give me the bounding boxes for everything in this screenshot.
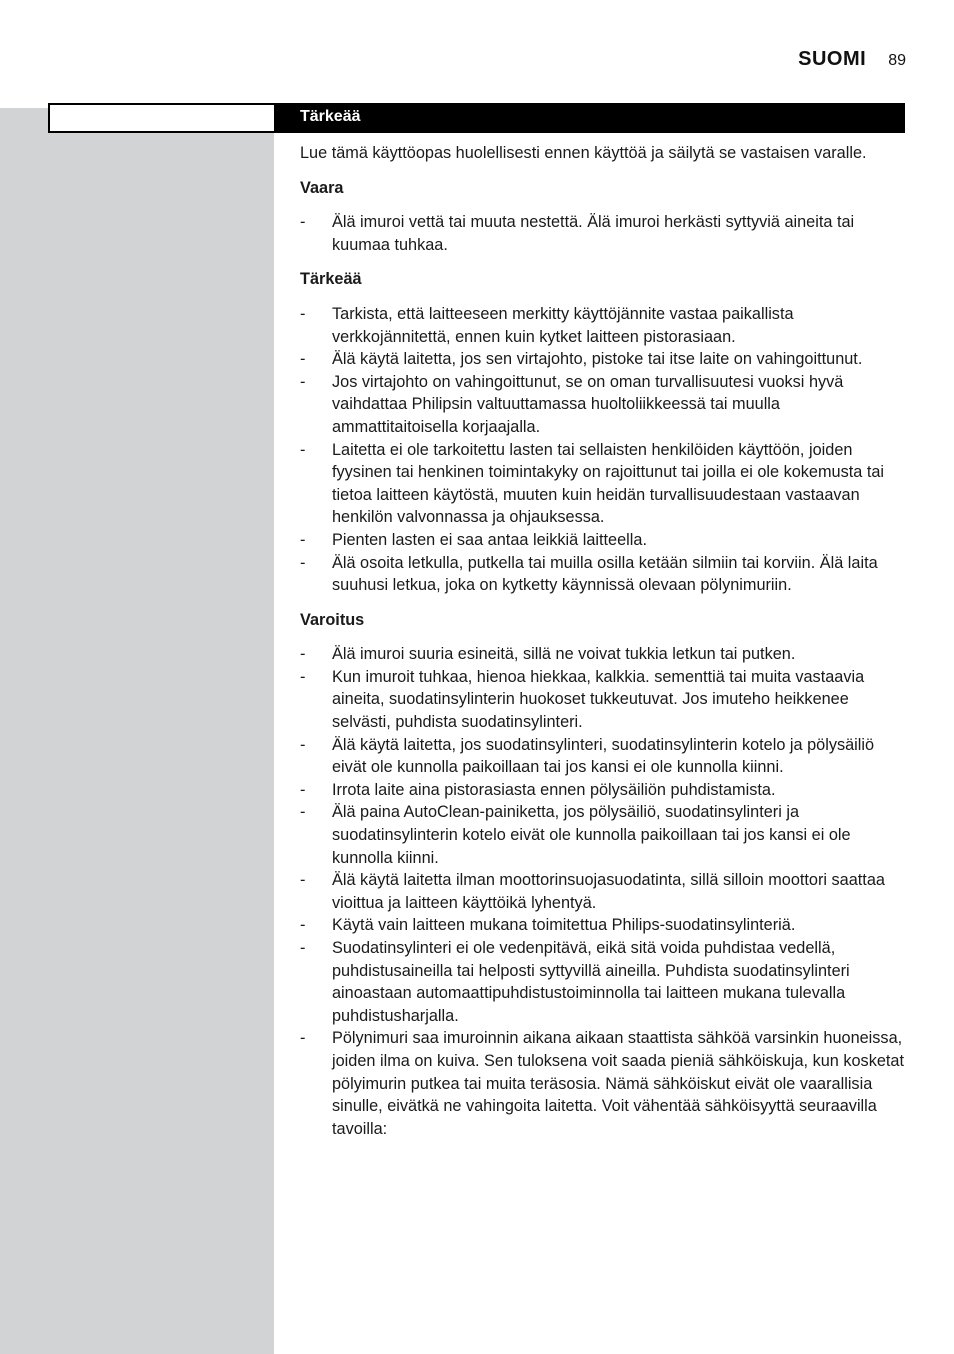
page-header — [798, 48, 906, 71]
section-heading: Tärkeää — [300, 270, 362, 289]
list-item: - Kun imuroit tuhkaa, hienoa hiekkaa, kalkkia. sementtiä tai muita vastaavia aineita, suodatinsylinterin huokoset tukkeutuvat. Jos imuteho heikkenee selvästi, puhdista suodatinsylinteri. — [300, 667, 865, 732]
dash-bullet: - — [300, 939, 306, 957]
section-title: Tärkeää — [300, 108, 361, 125]
list-item: - Irrota laite aina pistorasiasta ennen pölysäiliön puhdistamista. — [300, 779, 908, 802]
main-content — [300, 142, 908, 1152]
dash-bullet: - — [300, 350, 306, 369]
dash-bullet: - — [300, 372, 306, 391]
list-item: - Älä imuroi suuria esineitä, sillä ne voivat tukkia letkun tai putken. — [300, 643, 908, 666]
list-item: - Älä imuroi vettä tai muuta nestettä. Älä imuroi herkästi syttyviä aineita tai kuumaa tuhkaa. — [300, 213, 855, 254]
list-item: - Älä käytä laitetta ilman moottorinsuojasuodatinta, sillä silloin moottori saattaa vioittua ja laitteen käyttöikä lyhentyä. — [300, 871, 885, 912]
list-item: - Laitetta ei ole tarkoitettu lasten tai sellaisten henkilöiden käyttöön, joiden fyysinen tai henkinen toimintakyky on rajoittunut tai joilla ei ole kokemusta tai tietoa laitteen käytöstä, muuten kuin heidän turvallisuudestaan vastaavan henkilön valvonnassa ja ohjauksessa. — [300, 440, 885, 527]
left-margin-panel — [0, 108, 274, 1354]
list-item: - Jos virtajohto on vahingoittunut, se on oman turvallisuutesi vuoksi hyvä vaihdattaa Philipsin valtuuttamassa huoltoliikkeessä tai muulla ammattitaitoisella korjaajalla. — [300, 372, 844, 436]
list-item: - Käytä vain laitteen mukana toimitettua Philips-suodatinsylinteriä. — [300, 914, 908, 937]
list-item: - Älä paina AutoClean-painiketta, jos pölysäiliö, suodatinsylinteri ja suodatinsylinterin kotelo eivät ole kunnolla paikoillaan tai jos kansi ei ole kunnolla kiinni. — [300, 803, 851, 867]
list-item: - Pölynimuri saa imuroinnin aikana aikaan staattista sähköä varsinkin huoneissa, joiden ilma on kuiva. Sen tuloksena voit saada pieniä sähköiskuja, kun kosketat pölyimurin putkea tai muita teräsosia. Nämä sähköiskut eivät ole vaarallisia sinulle, eivätkä ne vahingoita laitetta. Voit vähentää sähköisyyttä seuraavilla tavoilla: — [300, 1029, 904, 1138]
bullet-list — [300, 303, 908, 597]
dash-bullet: - — [300, 735, 306, 754]
section-vaara — [300, 177, 908, 257]
list-item: - Suodatinsylinteri ei ole vedenpitävä, eikä sitä voida puhdistaa vedellä, puhdistusaineilla tai helposti syttyvillä aineilla. Puhdista suodatinsylinteri ainoastaan automaattipuhdistustoiminnolla tai laitteen mukana tulevalla puhdistusharjalla. — [300, 939, 850, 1025]
list-item: - Älä käytä laitetta, jos sen virtajohto, pistoke tai itse laite on vahingoittunut. — [300, 348, 908, 371]
dash-bullet: - — [300, 780, 306, 799]
dash-bullet: - — [300, 440, 306, 459]
language-label: SUOMI — [798, 48, 867, 70]
dash-bullet: - — [300, 213, 306, 232]
list-item: - Tarkista, että laitteeseen merkitty käyttöjännite vastaa paikallista verkkojännitettä, ennen kuin kytket laitteen pistorasiaan. — [300, 304, 794, 346]
section-varoitus — [300, 609, 908, 1141]
dash-bullet: - — [300, 871, 306, 890]
list-item: - Älä osoita letkulla, putkella tai muilla osilla ketään silmiin tai korviin. Älä laita suuhusi letkua, joka on kytketty käynnissä olevaan pölynimuriin. — [300, 553, 878, 595]
dash-bullet: - — [300, 553, 306, 572]
dash-bullet: - — [300, 645, 306, 664]
dash-bullet: - — [300, 530, 306, 549]
dash-bullet: - — [300, 803, 306, 822]
section-heading: Varoitus — [300, 610, 365, 629]
section-bar-left-gap — [50, 105, 274, 131]
dash-bullet: - — [300, 1029, 306, 1048]
bullet-list — [300, 211, 908, 256]
page-number: 89 — [888, 52, 906, 69]
dash-bullet: - — [300, 916, 306, 935]
section-heading: Vaara — [300, 178, 344, 197]
list-item: - Pienten lasten ei saa antaa leikkiä laitteella. — [300, 529, 908, 552]
list-item: - Älä käytä laitetta, jos suodatinsylinteri, suodatinsylinterin kotelo ja pölysäiliö eivät ole kunnolla paikoillaan tai jos kansi ei ole kunnolla kiinni. — [300, 735, 875, 777]
intro-paragraph: Lue tämä käyttöopas huolellisesti ennen käyttöä ja säilytä se vastaisen varalle. — [300, 144, 867, 162]
dash-bullet: - — [300, 667, 306, 686]
section-tarkeaa — [300, 268, 908, 596]
dash-bullet: - — [300, 304, 306, 323]
bullet-list — [300, 643, 908, 1140]
